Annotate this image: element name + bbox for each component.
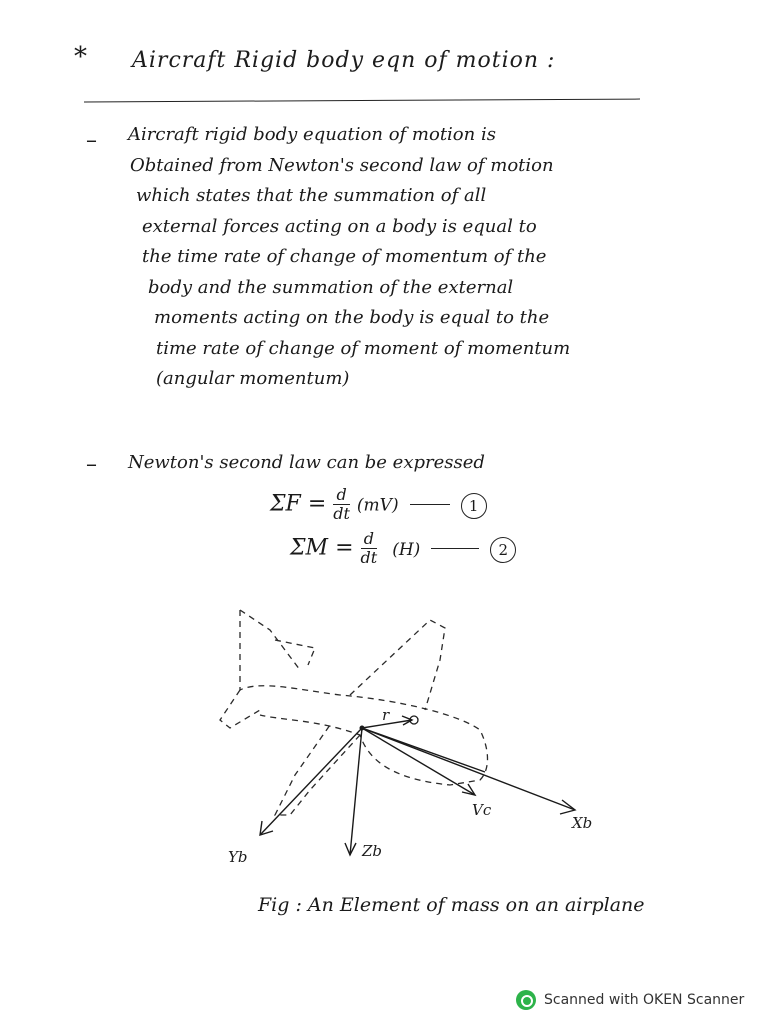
paragraph-line: Obtained from Newton's second law of motion bbox=[130, 154, 554, 176]
label-yb: Yb bbox=[228, 848, 248, 866]
equation-lhs: ΣM = bbox=[290, 535, 354, 561]
equation-number: 2 bbox=[490, 537, 516, 563]
equation-number: 1 bbox=[461, 493, 487, 519]
stabilizer bbox=[220, 690, 260, 728]
paragraph-line: moments acting on the body is equal to the bbox=[154, 307, 550, 328]
oken-logo-icon bbox=[516, 990, 536, 1010]
scanner-watermark bbox=[516, 990, 744, 1010]
axis-xb bbox=[362, 728, 575, 810]
airplane-body-axes-diagram bbox=[200, 600, 620, 880]
page-title: Aircraft Rigid body eqn of motion : bbox=[132, 48, 556, 73]
fraction-denominator: dt bbox=[333, 504, 350, 523]
axis-yb bbox=[260, 728, 362, 835]
fraction-denominator: dt bbox=[360, 548, 378, 567]
paragraph2-bullet: – bbox=[86, 452, 97, 477]
tail-fin bbox=[240, 610, 315, 670]
paragraph1-bullet: – bbox=[86, 128, 97, 153]
axis-zb bbox=[350, 728, 362, 855]
derivative-fraction bbox=[333, 486, 350, 523]
paragraph-line: the time rate of change of momentum of the bbox=[142, 246, 547, 267]
heading-bullet: * bbox=[74, 42, 87, 72]
fraction-numerator: d bbox=[333, 486, 350, 505]
equation-rhs: (H) bbox=[392, 539, 421, 560]
label-r: r bbox=[382, 706, 390, 724]
equation-force bbox=[270, 486, 487, 523]
derivative-fraction bbox=[361, 530, 378, 567]
equation-number-leader bbox=[410, 504, 450, 505]
paragraph-line: time rate of change of moment of momentum bbox=[156, 337, 571, 359]
scanner-text: Scanned with OKEN Scanner bbox=[544, 992, 745, 1008]
title-underline bbox=[84, 99, 640, 103]
paragraph-line: body and the summation of the external bbox=[148, 276, 514, 298]
label-zb: Zb bbox=[362, 842, 383, 860]
paragraph-line: (angular momentum) bbox=[156, 368, 350, 389]
paragraph-line: Aircraft rigid body equation of motion is bbox=[128, 124, 496, 145]
equation-lhs: ΣF = bbox=[270, 491, 327, 517]
newton-law-intro: Newton's second law can be expressed bbox=[128, 452, 485, 473]
equation-number-leader bbox=[431, 548, 479, 549]
equation-rhs: (mV) bbox=[356, 495, 399, 516]
origin-point bbox=[360, 726, 365, 731]
fraction-numerator: d bbox=[361, 530, 378, 549]
vector-extra bbox=[362, 728, 485, 772]
figure-caption: Fig : An Element of mass on an airplane bbox=[258, 894, 645, 916]
label-vc: Vc bbox=[472, 801, 492, 819]
fuselage-outline bbox=[240, 610, 488, 785]
equation-moment bbox=[290, 530, 516, 567]
wing-left bbox=[275, 725, 360, 815]
paragraph-line: which states that the summation of all bbox=[136, 185, 487, 206]
wing-right bbox=[350, 620, 445, 710]
paragraph-line: external forces acting on a body is equal to bbox=[142, 215, 537, 237]
paragraph-definition bbox=[128, 120, 728, 395]
label-xb: Xb bbox=[572, 814, 593, 832]
